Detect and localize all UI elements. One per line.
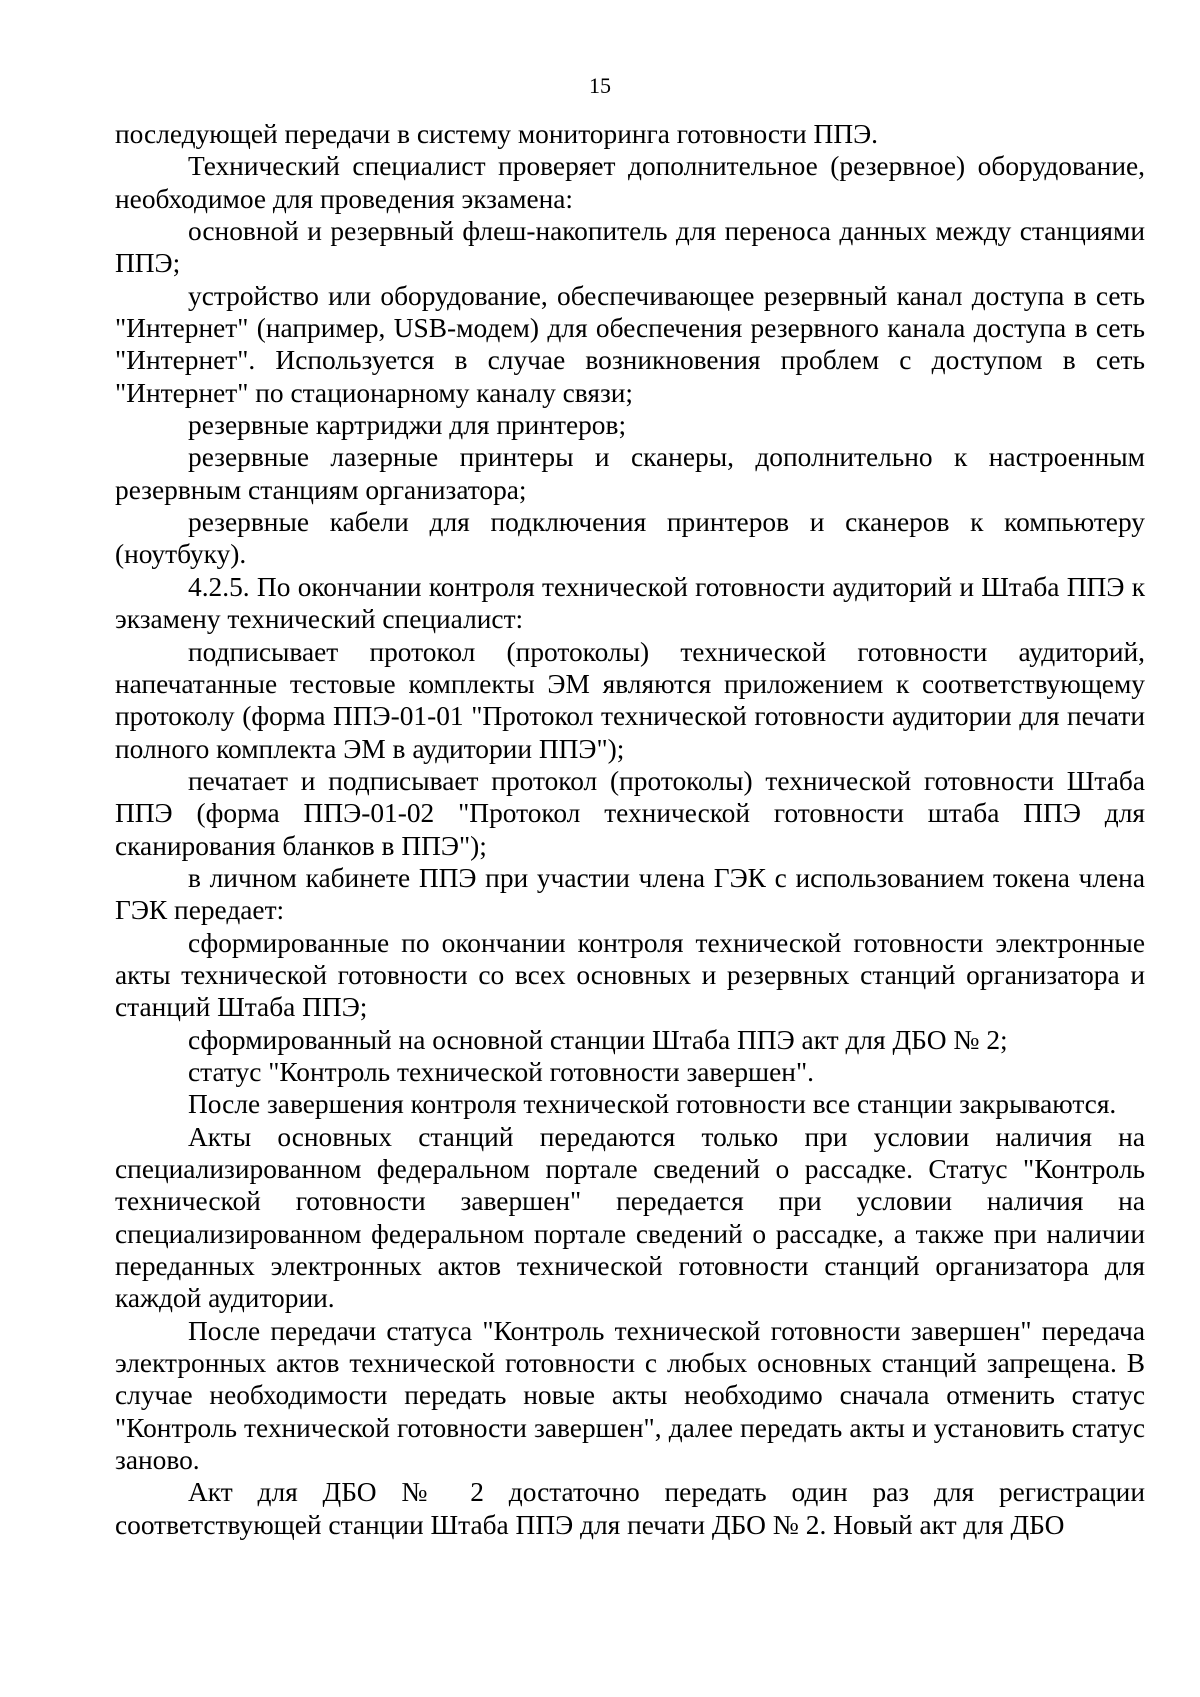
page-number: 15 [589, 73, 611, 98]
list-item-electronic-acts: сформированные по окончании контроля технической готовности электронные акты технической готовности со всех основных и резервных станций организатора и станций Штаба ППЭ; [115, 927, 1145, 1023]
list-item-printers-scanners: резервные лазерные принтеры и сканеры, дополнительно к настроенным резервным станциям организатора; [115, 442, 1145, 505]
paragraph-tech-check: Технический специалист проверяет дополнительное (резервное) оборудование, необходимое для проведения экзамена: [115, 151, 1145, 214]
list-item-status: статус "Контроль технической готовности завершен". [188, 1056, 814, 1087]
list-item-flash-drive: основной и резервный флеш-накопитель для переноса данных между станциями ППЭ; [115, 216, 1145, 279]
list-item-dbo-act: сформированный на основной станции Штаба ППЭ акт для ДБО № 2; [188, 1024, 1008, 1055]
paragraph-acts-conditions: Акты основных станций передаются только при условии наличия на специализированном федеральном портале сведений о рассадке. Статус "Контроль технической готовности завершен" передается при условии наличия на специализированном федеральном портале сведений о рассадке, а также при наличии переданных электронных актов технической готовности станций организатора для каждой аудитории. [115, 1121, 1145, 1314]
list-item-print-protocol: печатает и подписывает протокол (протоколы) технической готовности Штаба ППЭ (форма ППЭ-01-02 "Протокол технической готовности штаба ППЭ для сканирования бланков в ППЭ"); [115, 765, 1145, 861]
list-item-cables: резервные кабели для подключения принтеров и сканеров к компьютеру (ноутбуку). [115, 507, 1145, 570]
paragraph-continuation: последующей передачи в систему мониторинга готовности ППЭ. [115, 119, 879, 149]
list-item-backup-internet: устройство или оборудование, обеспечивающее резервный канал доступа в сеть "Интернет" (например, USB-модем) для обеспечения резервного канала доступа в сеть "Интернет". Используется в случае возникновения проблем с доступом в сеть "Интернет" по стационарному каналу связи; [115, 280, 1145, 408]
list-item-cartridges: резервные картриджи для принтеров; [188, 410, 627, 441]
paragraph-dbo-act: Акт для ДБО № 2 достаточно передать один раз для регистрации соответствующей станции Штаба ППЭ для печати ДБО № 2. Новый акт для ДБО [115, 1477, 1145, 1540]
list-item-personal-cabinet: в личном кабинете ППЭ при участии члена ГЭК с использованием токена члена ГЭК передает: [115, 862, 1145, 926]
paragraph-after-status: После передачи статуса "Контроль технической готовности завершен" передача электронных актов технической готовности с любых основных станций запрещена. В случае необходимости передать новые акты необходимо сначала отменить статус "Контроль технической готовности завершен", далее передать акты и установить статус заново. [115, 1315, 1145, 1476]
paragraph-section-4-2-5: 4.2.5. По окончании контроля технической готовности аудиторий и Штаба ППЭ к экзамену технический специалист: [115, 571, 1145, 635]
paragraph-stations-closed: После завершения контроля технической готовности все станции закрываются. [188, 1089, 1117, 1120]
list-item-sign-protocol: подписывает протокол (протоколы) технической готовности аудиторий, напечатанные тестовые комплекты ЭМ являются приложением к соответствующему протоколу (форма ППЭ-01-01 "Протокол технической готовности аудитории для печати полного комплекта ЭМ в аудитории ППЭ"); [115, 636, 1145, 764]
document-body [115, 118, 1145, 1541]
